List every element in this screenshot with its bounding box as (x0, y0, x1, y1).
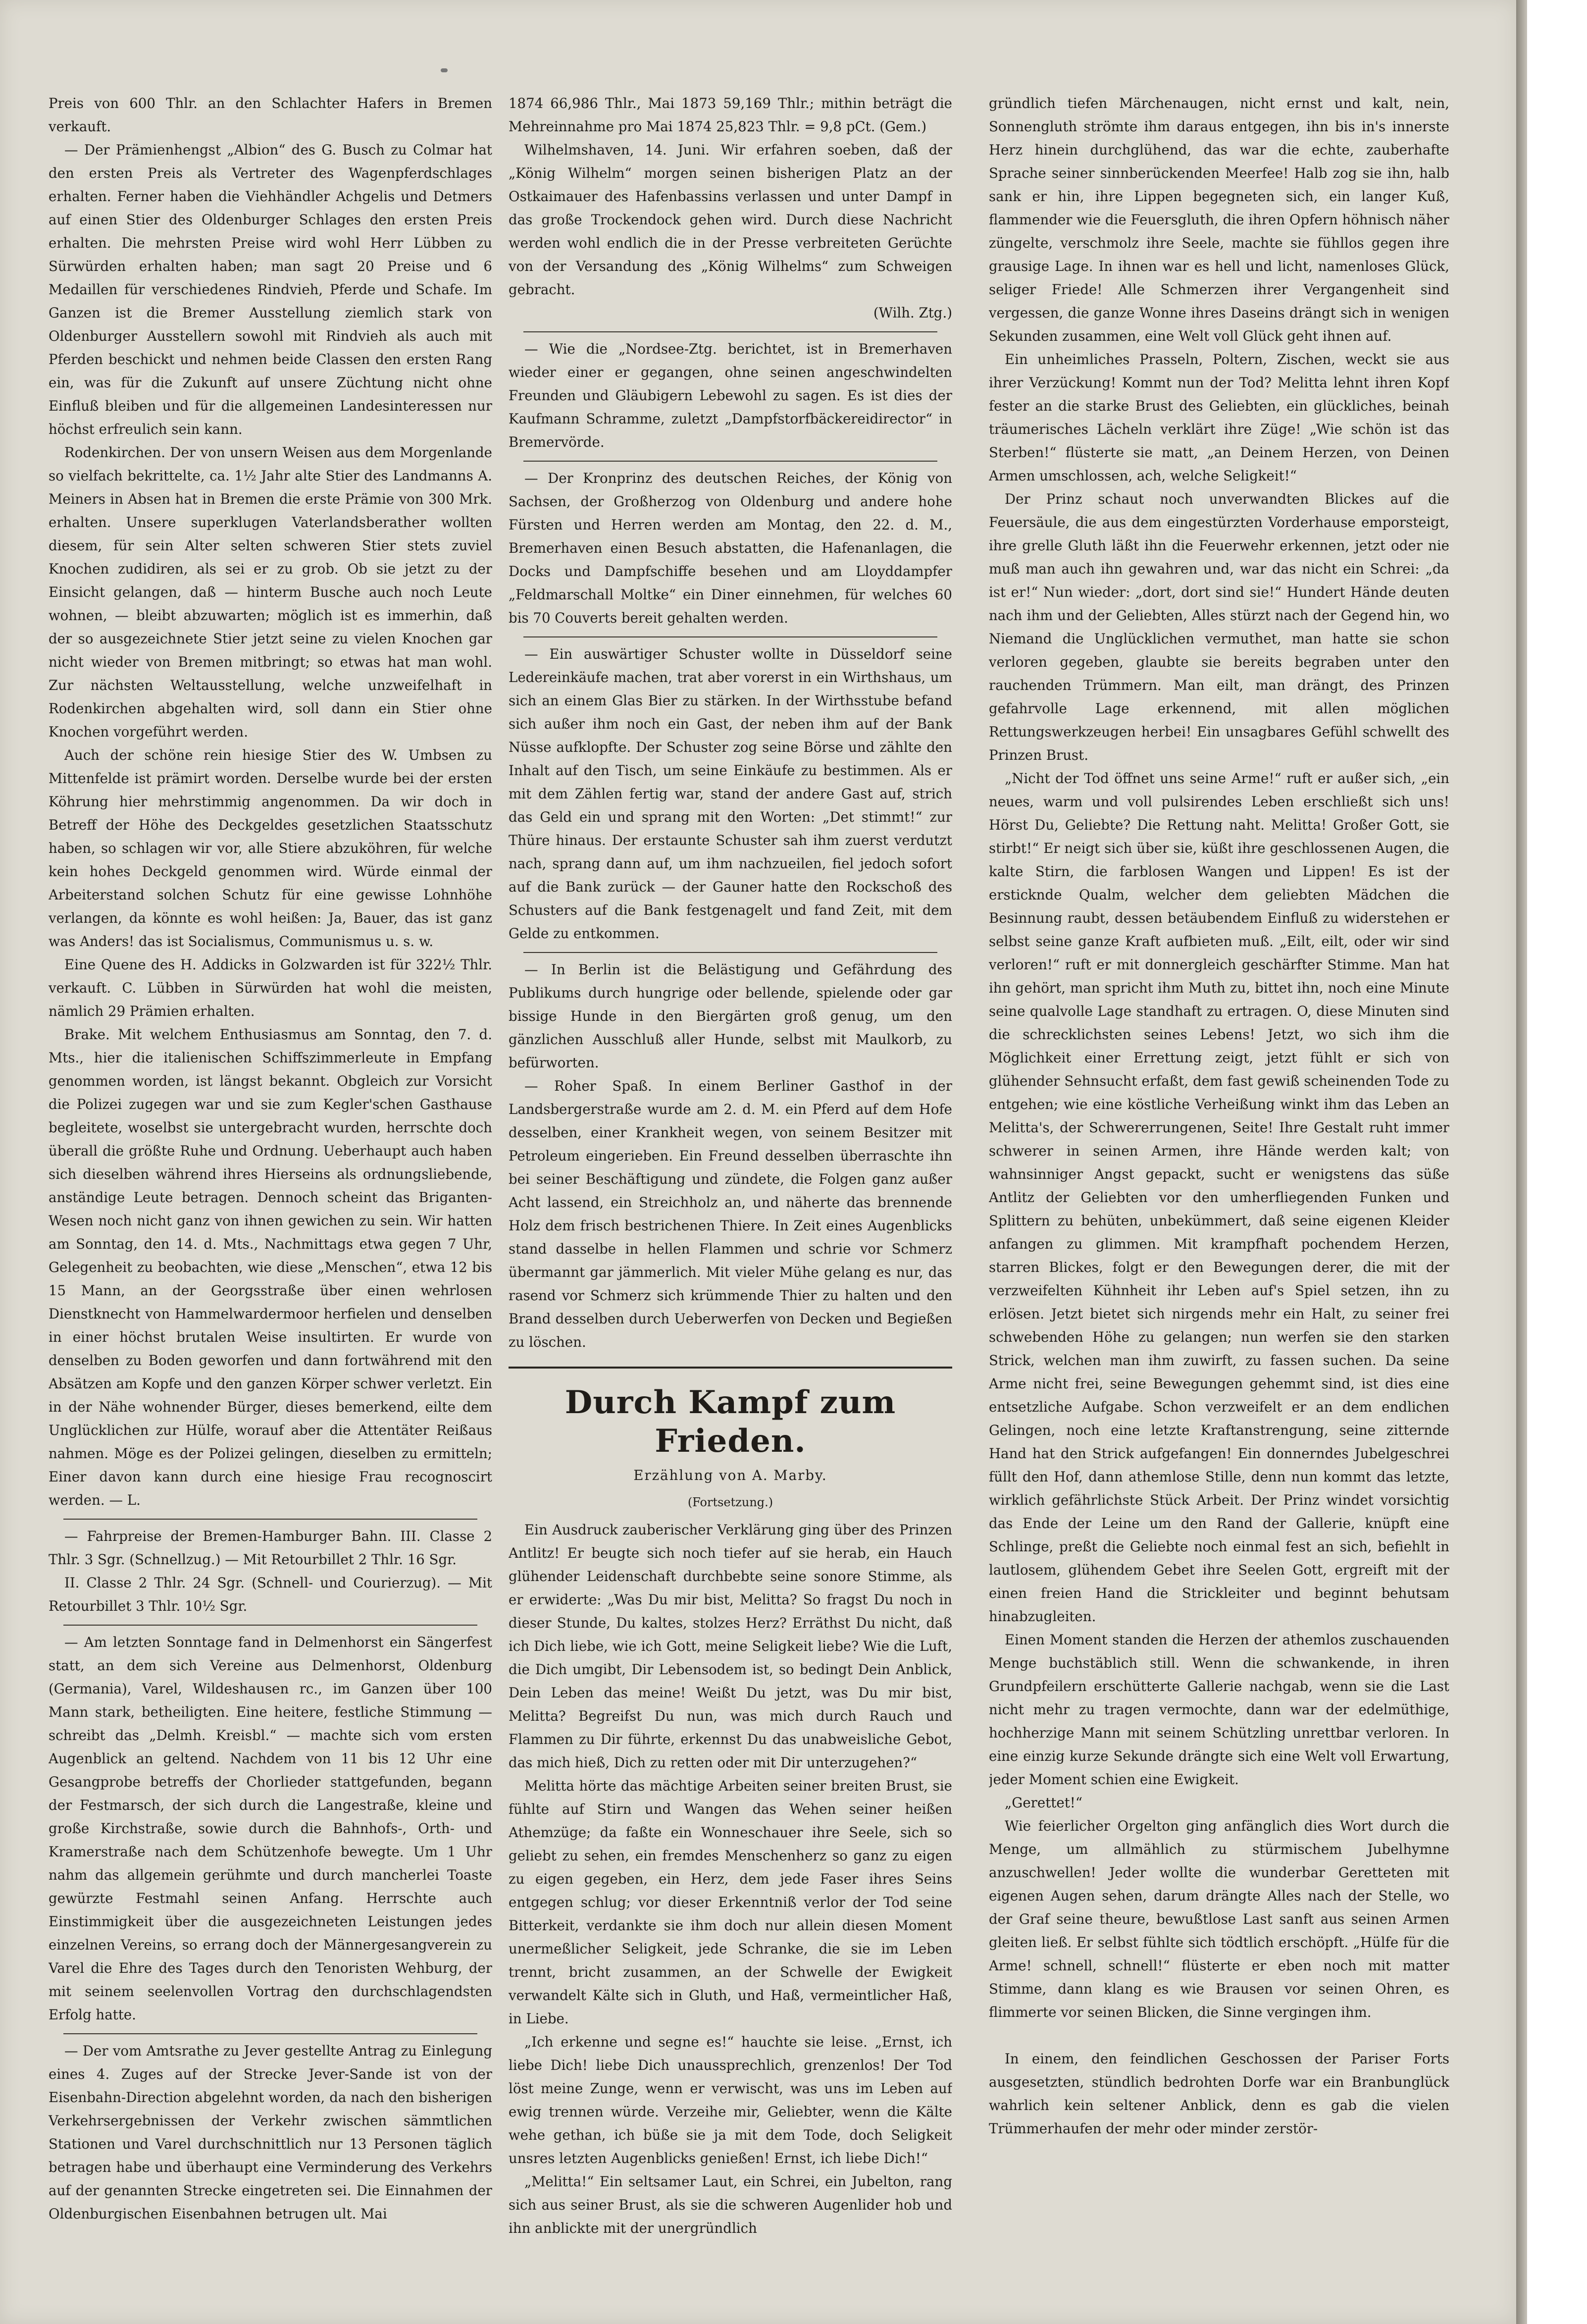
story-paragraph: „Ich erkenne und segne es!“ hauchte sie leise. „Ernst, ich liebe Dich! liebe Dich unaussprechlich, grenzenlos! Der Tod löst meine Zunge, wenn er verwischt, was uns im Leben auf ewig trennen würde. Verzeihe mir, Geliebter, wenn die Kälte wehe gethan, ich büße sie ja mit dem Tode, doch Seligkeit unsres letzten Augenblicks genießen! Ernst, ich liebe Dich!“ (509, 2034, 952, 2166)
story-paragraph: „Nicht der Tod öffnet uns seine Arme!“ ruft er außer sich, „ein neues, warm und voll pulsirendes Leben erschließt sich uns! Hörst Du, Geliebte? Die Rettung naht. Melitta! Großer Gott, sie stirbt!“ Er neigt sich über sie, küßt ihre geschlossenen Augen, die kalte Stirn, die farblosen Wangen und Lippen! Es ist der ersticknde Qualm, welcher dem geliebten Mädchen die Besinnung raubt, dessen betäubendem Einfluß zu widerstehen er selbst seine ganze Kraft aufbieten muß. „Eilt, eilt, oder wir sind verloren!“ ruft er mit donnergleich geschärfter Stimme. Man hat ihn gehört, man spricht ihm Muth zu, bittet ihn, noch eine Minute seine qualvolle Lage standhaft zu ertragen. O, diese Minuten sind die schrecklichsten seines Lebens! Jetzt, wo sich ihm die Möglichkeit einer Errettung zeigt, jetzt fühlt er sich von glühender Sehnsucht erfaßt, dem fast gewiß scheinenden Tode zu entgehen; wie eine köstliche Verheißung winkt ihm das Leben an Melitta's, der Schwererrungenen, Seite! Ihre Gestalt ruht immer schwerer in seinen Armen, ihre Hände werden kalt; von wahnsinniger Angst gepackt, sucht er wenigstens das süße Antlitz der Geliebten vor den umherfliegenden Funken und Splittern zu behüten, unbekümmert, daß seine eigenen Kleider anfangen zu glimmen. Mit krampfhaft pochendem Herzen, starren Blickes, folgt er den Bewegungen derer, die mit der verzweifelten Kühnheit ihr Leben auf's Spiel setzen, ihn zu erlösen. Jetzt bietet sich nirgends mehr ein Halt, zu seiner frei schwebenden Höhe zu gelangen; nun werfen sie den starken Strick, welchen man ihm zuwirft, zu fassen suchen. Da seine Arme nicht frei, seine Bewegungen gehemmt sind, ist dies eine entsetzliche Aufgabe. Schon verzweifelt er an dem endlichen Gelingen, noch eine letzte Kraftanstrengung, seine zitternde Hand hat den Strick aufgefangen! Ein donnerndes Jubelgeschrei füllt den Hof, dann athemlose Stille, denn nun kommt das letzte, wirklich gefährlichste Stück Arbeit. Der Prinz windet vorsichtig das Ende der Leine um den Rand der Gallerie, knüpft eine Schlinge, preßt die Geliebte noch einmal fest an sich, befiehlt in lautlosem, glühendem Gebet ihre Seelen Gott, ergreift mit der einen freien Hand die Strickleiter und beginnt behutsam hinabzugleiten. (989, 770, 1449, 1625)
story-paragraph: gründlich tiefen Märchenaugen, nicht ernst und kalt, nein, Sonnengluth strömte ihm daraus entgegen, ihn bis in's innerste Herz hinein durchglühend, das war die echte, zauberhafte Sprache seiner sinnberückenden Meerfee! Halb zog sie ihn, halb sank er hin, ihre Lippen begegneten sich, ein langer Kuß, flammender wie die Feuersgluth, die ihren Opfern höhnisch näher züngelte, verschmolz ihre Seele, machte sie fühllos gegen ihre grausige Lage. In ihnen war es hell und licht, namenloses Glück, seliger Friede! Alle Schmerzen ihrer Vergangenheit sind vergessen, die ganze Wonne ihres Daseins drängt sich in wenigen Sekunden zusammen, eine Welt voll Glück geht ihnen auf. (989, 95, 1449, 344)
paragraph-gap (989, 2024, 1449, 2047)
article-paragraph: Rodenkirchen. Der von unsern Weisen aus dem Morgenlande so vielfach bekrittelte, ca. 1½ Jahr alte Stier des Landmanns A. Meiners in Absen hat in Bremen die erste Prämie von 300 Mrk. erhalten. Unsere superklugen Vaterlandsberather wollten diesem, für sein Alter selten schweren Stier stets zuviel Knochen zudidiren, als sei er zu grob. Ob sie jetzt zu der Einsicht gelangen, daß — hinterm Busche auch noch Leute wohnen, — bleibt abzuwarten; möglich ist es immerhin, daß der so ausgezeichnete Stier jetzt seine zu vielen Knochen gar nicht wieder von Bremen mitbringt; so etwas hat man wohl. Zur nächsten Weltausstellung, welche unzweifelhaft in Rodenkirchen abgehalten wird, soll dann ein Stier ohne Knochen vorgeführt werden. (49, 444, 492, 740)
story-byline: Erzählung von A. Marby. (633, 1467, 827, 1483)
article-paragraph: 1874 66,986 Thlr., Mai 1873 59,169 Thlr.; mithin beträgt die Mehreinnahme pro Mai 1874 25,823 Thlr. = 9,8 pCt. (Gem.) (509, 95, 952, 135)
article-paragraph: — Fahrpreise der Bremen-Hamburger Bahn. III. Classe 2 Thlr. 3 Sgr. (Schnellzug.) — Mit Retourbillet 2 Thlr. 16 Sgr. (49, 1528, 492, 1568)
article-paragraph: — Wie die „Nordsee-Ztg. berichtet, ist in Bremerhaven wieder einer er gegangen, ohne seinen angeschwindelten Freunden und Gläubigern Lebewohl zu sagen. Es ist dies der Kaufmann Schramme, zuletzt „Dampfstorfbäckereidirector“ in Bremervörde. (509, 341, 952, 450)
article-paragraph: — Der vom Amtsrathe zu Jever gestellte Antrag zu Einlegung eines 4. Zuges auf der Strecke Jever-Sande ist von der Eisenbahn-Direction abgelehnt worden, da nach den bisherigen Verkehrsergebnissen der Verkehr zwischen sämmtlichen Stationen und Varel durchschnittlich nur 13 Personen täglich betragen habe und überhaupt eine Verminderung des Verkehrs auf der genannten Strecke eingetreten sei. Die Einnahmen der Oldenburgischen Eisenbahnen betrugen ult. Mai (49, 2043, 492, 2222)
story-paragraph: Melitta hörte das mächtige Arbeiten seiner breiten Brust, sie fühlte auf Stirn und Wangen das Wehen seiner heißen Athemzüge; da faßte ein Wonneschauer ihre Seele, sich so geliebt zu sehen, ein fremdes Menschenherz so ganz zu eigen zu eigen gegeben, ein Herz, dem jede Faser ihres Seins entgegen schlug; vor dieser Erkenntniß verlor der Tod seine Bitterkeit, verdankte sie ihm doch nur allein diesen Moment unermeßlicher Seligkeit, jede Schranke, die sie im Leben trennt, bricht zusammen, an der Schwelle der Ewigkeit verwandelt Kälte sich in Gluth, und Haß, vermeintlicher Haß, in Liebe. (509, 1778, 952, 2027)
article-paragraph: — In Berlin ist die Belästigung und Gefährdung des Publikums durch hungrige oder bellende, spielende oder gar bissige Hunde in den Biergärten groß genug, um den gänzlichen Ausschluß aller Hunde, selbst mit Maulkorb, zu befürworten. (509, 961, 952, 1071)
source-citation: (Wilh. Ztg.) (873, 305, 952, 321)
section-divider (523, 636, 937, 637)
article-paragraph: Wilhelmshaven, 14. Juni. Wir erfahren soeben, daß der „König Wilhelm“ morgen seinen bisherigen Platz an der Ostkaimauer des Hafenbassins verlassen und unter Dampf in das große Trockendock gehen wird. Durch diese Nachricht werden wohl endlich die in der Presse verbreiteten Gerüchte von der Versandung des „König Wilhelms“ zum Schweigen gebracht. (509, 142, 952, 298)
story-paragraph: Einen Moment standen die Herzen der athemlos zuschauenden Menge buchstäblich still. Wenn die schwankende, in ihren Grundpfeilern erschütterte Gallerie nachgab, wenn sie die Last nicht mehr zu tragen vermochte, dann war der edelmüthige, hochherzige Mann mit seinem Schützling unrettbar verloren. In eine einzig kurze Sekunde drängte sich eine Welt voll Erwartung, jeder Moment schien eine Ewigkeit. (989, 1632, 1449, 1788)
article-paragraph: — Der Prämienhengst „Albion“ des G. Busch zu Colmar hat den ersten Preis als Vertreter des Wagenpferdschlages erhalten. Ferner haben die Viehhändler Achgelis und Detmers auf einen Stier des Oldenburger Schlages den ersten Preis erhalten. Die mehrsten Preise wird wohl Herr Lübben zu Sürwürden erhalten haben; man sagt 20 Preise und 6 Medaillen für verschiedenes Rindvieh, Pferde und Schafe. Im Ganzen ist die Bremer Ausstellung ziemlich stark von Oldenburger Ausstellern sowohl mit Rindvieh als auch mit Pferden beschickt und nehmen beide Classen den ersten Rang ein, was für die Zukunft auf unsere Züchtung nicht ohne Einfluß bleiben und für die allgemeinen Landesinteressen nur höchst erfreulich sein kann. (49, 142, 492, 437)
story-paragraph: Ein unheimliches Prasseln, Poltern, Zischen, weckt sie aus ihrer Verzückung! Kommt nun der Tod? Melitta lehnt ihren Kopf fester an die starke Brust des Geliebten, ein glückliches, beinah träumerisches Lächeln verklärt ihre Züge! „Wie schön ist das Sterben!“ flüsterte sie matt, „an Deinem Herzen, von Deinen Armen umschlossen, ach, welche Seligkeit!“ (989, 351, 1449, 484)
story-paragraph: In einem, den feindlichen Geschossen der Pariser Forts ausgesetzten, stündlich bedrohten Dorfe war ein Branbunglück wahrlich kein seltener Anblick, denn es gab die vielen Trümmerhaufen der mehr oder minder zerstör- (989, 2051, 1449, 2137)
section-divider (63, 1625, 477, 1626)
column-2 (509, 92, 952, 2296)
story-paragraph: „Gerettet!“ (1005, 1795, 1082, 1811)
article-paragraph: Brake. Mit welchem Enthusiasmus am Sonntag, den 7. d. Mts., hier die italienischen Schiffszimmerleute in Empfang genommen worden, ist längst bekannt. Obgleich zur Vorsicht die Polizei zugegen war und sie zum Kegler'schen Gasthause begleitete, woselbst sie untergebracht wurden, herrschte doch überall die größte Ruhe und Ordnung. Ueberhaupt auch haben sich dieselben während ihres Hierseins als ordnungsliebende, anständige Leute betragen. Dennoch scheint das Briganten-Wesen noch nicht ganz von ihnen gewichen zu sein. Wir hatten am Sonntag, den 14. d. Mts., Nachmittags etwa gegen 7 Uhr, Gelegenheit zu beobachten, wie diese „Menschen“, etwa 12 bis 15 Mann, an der Georgsstraße über einen wehrlosen Dienstknecht von Hammelwardermoor herfielen und denselben in einer höchst brutalen Weise insultirten. Er wurde von denselben zu Boden geworfen und dann fortwährend mit den Absätzen am Kopfe und den ganzen Körper schwer verletzt. Ein in der Nähe wohnender Bürger, dieses bemerkend, eilte dem Unglücklichen zur Hülfe, worauf aber die Attentäter Reißaus nahmen. Möge es der Polizei gelingen, dieselben zu ermitteln; Einer davon kann durch eine hiesige Frau recognoscirt werden. — L. (49, 1026, 492, 1508)
section-divider (523, 952, 937, 953)
article-paragraph: Eine Quene des H. Addicks in Golzwarden ist für 322½ Thlr. verkauft. C. Lübben in Sürwürden hat wohl die meisten, nämlich 29 Prämien erhalten. (49, 956, 492, 1019)
story-title: Durch Kampf zum Frieden. (564, 1384, 896, 1460)
section-divider (63, 1519, 477, 1520)
column-1 (49, 92, 492, 2296)
article-paragraph: II. Classe 2 Thlr. 24 Sgr. (Schnell- und Courierzug). — Mit Retourbillet 3 Thlr. 10½ Sgr. (49, 1575, 492, 1614)
article-paragraph: Auch der schöne rein hiesige Stier des W. Umbsen zu Mittenfelde ist prämirt worden. Derselbe wurde bei der ersten Köhrung hier mehrstimmig angenommen. Da wir doch in Betreff der Höhe des Deckgeldes gesetzlichen Staatsschutz haben, so schlagen wir vor, alle Stiere abzuköhren, für welche kein hohes Deckgeld genommen wird. Würde einmal der Arbeiterstand solchen Schutz für eine gewisse Lohnhöhe verlangen, da könnte es wohl heißen: Ja, Bauer, das ist ganz was Anders! das ist Socialismus, Communismus u. s. w. (49, 747, 492, 950)
story-paragraph: „Melitta!“ Ein seltsamer Laut, ein Schrei, ein Jubelton, rang sich aus seiner Brust, als sie die schweren Augenlider hob und ihn anblickte mit der unergründlich (509, 2173, 952, 2236)
article-paragraph: — Am letzten Sonntage fand in Delmenhorst ein Sängerfest statt, an dem sich Vereine aus Delmenhorst, Oldenburg (Germania), Varel, Wildeshausen rc., im Ganzen über 100 Mann stark, betheiligten. Eine heitere, festliche Stimmung — schreibt das „Delmh. Kreisbl.“ — machte sich vom ersten Augenblick an geltend. Nachdem von 11 bis 12 Uhr eine Gesangprobe betreffs der Chorlieder stattgefunden, begann der Festmarsch, der sich durch die Langestraße, kleine und große Kirchstraße, sowie durch die Bahnhofs-, Orth- und Kramerstraße nach dem Schützenhofe bewegte. Um 1 Uhr nahm das allgemein gerühmte und durch mancherlei Toaste gewürzte Festmahl seinen Anfang. Herrschte auch Einstimmigkeit über die ausgezeichneten Leistungen jedes einzelnen Vereins, so errang doch der Männergesangverein zu Varel die Ehre des Tages durch den Tenoristen Wehburg, der mit seinem seelenvollen Vortrag den durchschlagendsten Erfolg hatte. (49, 1634, 492, 2023)
section-divider (63, 2033, 477, 2034)
column-3 (989, 92, 1449, 2296)
ink-spot (441, 68, 448, 72)
continuation-note: (Fortsetzung.) (687, 1495, 773, 1509)
feuilleton-divider (509, 1367, 952, 1369)
article-paragraph: — Ein auswärtiger Schuster wollte in Düsseldorf seine Ledereinkäufe machen, trat aber vorerst in ein Wirthshaus, um sich an einem Glas Bier zu stärken. In der Wirthsstube befand sich außer ihm noch ein Gast, der neben ihm auf der Bank Nüsse aufklopfte. Der Schuster zog seine Börse und zählte den Inhalt auf den Tisch, um seine Einkäufe zu bestimmen. Als er mit dem Zählen fertig war, stand der andere Gast auf, strich das Geld ein und sprang mit den Worten: „Det stimmt!“ zur Thüre hinaus. Der erstaunte Schuster sah ihm zuerst verdutzt nach, sprang dann auf, um ihm nachzueilen, fiel jedoch sofort auf die Bank zurück — der Gauner hatte den Rockschoß des Schusters auf die Bank festgenagelt und fand Zeit, mit dem Gelde zu entkommen. (509, 646, 952, 942)
article-paragraph: — Roher Spaß. In einem Berliner Gasthof in der Landsbergerstraße wurde am 2. d. M. ein Pferd auf dem Hofe desselben, einer Krankheit wegen, von seinem Besitzer mit Petroleum eingerieben. Ein Freund desselben überraschte ihn bei seiner Beschäftigung und zündete, die Folgen ganz außer Acht lassend, ein Streichholz an, und näherte das brennende Holz dem frisch bestrichenen Thiere. In Zeit eines Augenblicks stand dasselbe in hellen Flammen und schrie vor Schmerz übermannt gar jämmerlich. Mit vieler Mühe gelang es nur, das rasend vor Schmerz sich krümmende Thier zu halten und den Brand desselben durch Ueberwerfen von Decken und Begießen zu löschen. (509, 1078, 952, 1350)
section-divider (523, 461, 937, 462)
section-divider (523, 331, 937, 332)
story-paragraph: Wie feierlicher Orgelton ging anfänglich dies Wort durch die Menge, um allmählich zu stürmischem Jubelhymne anzuschwellen! Jeder wollte die wunderbar Geretteten mit eigenen Augen sehen, darum drängte Alles nach der Stelle, wo der Graf seine theure, bewußtlose Last sanft aus seinen Armen gleiten ließ. Er selbst fühlte sich tödtlich erschöpft. „Hülfe für die Arme! schnell, schnell!“ flüsterte er eben noch mit matter Stimme, dann klang es wie Brausen vor seinen Ohren, es flimmerte vor seinen Blicken, die Sinne vergingen ihm. (989, 1818, 1449, 2020)
article-paragraph: — Der Kronprinz des deutschen Reiches, der König von Sachsen, der Großherzog von Oldenburg und andere hohe Fürsten und Herren werden am Montag, den 22. d. M., Bremerhaven einen Besuch abstatten, die Hafenanlagen, die Docks und Dampfschiffe besehen und am Lloyddampfer „Feldmarschall Moltke“ ein Diner einnehmen, für welches 60 bis 70 Couverts bereit gehalten werden. (509, 470, 952, 626)
story-paragraph: Der Prinz schaut noch unverwandten Blickes auf die Feuersäule, die aus dem eingestürzten Vorderhause emporsteigt, ihre grelle Gluth läßt ihn die Feuerwehr erkennen, jetzt oder nie muß man auch ihn gewahren und, war das nicht ein Schrei: „da ist er!“ Nun wieder: „dort, dort sind sie!“ Hundert Hände deuten nach ihm und der Geliebten, Alles stürzt nach der Gegend hin, wo Niemand die Unglücklichen vermuthet, man hatte sie schon verloren gegeben, glaubte sie bereits begraben unter den rauchenden Trümmern. Man eilt, man drängt, des Prinzen gefahrvolle Lage erkennend, mit allen möglichen Rettungswerkzeugen herbei! Ein unsagbares Gefühl schwellt des Prinzen Brust. (989, 491, 1449, 763)
article-paragraph: Preis von 600 Thlr. an den Schlachter Hafers in Bremen verkauft. (49, 95, 492, 135)
story-paragraph: Ein Ausdruck zauberischer Verklärung ging über des Prinzen Antlitz! Er beugte sich noch tiefer auf sie herab, ein Hauch glühender Leidenschaft durchbebte seine sonore Stimme, als er erwiderte: „Was Du mir bist, Melitta? So fragst Du noch in dieser Stunde, Du kaltes, stolzes Herz? Erräthst Du nicht, daß ich Dich liebe, wie ich Gott, meine Seligkeit liebe? Wie die Luft, die Dich umgibt, Dir Lebensodem ist, so bedingt Dein Anblick, Dein Leben das meine! Weißt Du jetzt, was Du mir bist, Melitta? Begreifst Du nun, was mich durch Rauch und Flammen zu Dir führte, erkennst Du das unabweisliche Gebot, das mich hieß, Dich zu retten oder mit Dir unterzugehen?“ (509, 1522, 952, 1771)
page-edge (1516, 0, 1527, 2324)
